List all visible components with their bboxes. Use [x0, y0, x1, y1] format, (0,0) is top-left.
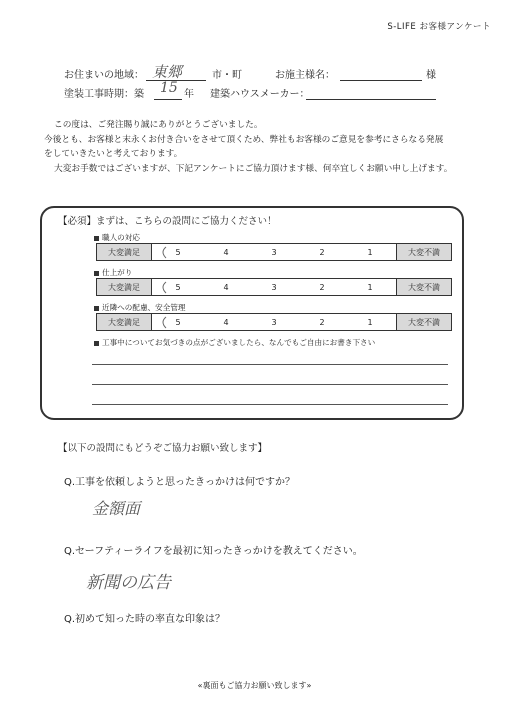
builder-label: 建築ハウスメーカー： — [210, 89, 310, 100]
intro-line: 大変お手数ではございますが、下記アンケートにご協力頂けます様、何卒宜しくお願い申し上げます。 — [54, 163, 453, 174]
question-label: 職人の対応 — [94, 232, 140, 243]
intro-line: をしていきたいと考えております。 — [44, 149, 183, 159]
bullet-square-icon — [94, 236, 99, 241]
scale-right-label: 大変不満 — [396, 279, 451, 295]
bullet-square-icon — [94, 306, 99, 311]
rating-scale-workers — [96, 243, 452, 261]
question-impression: Q.初めて知った時の率直な印象は？ — [64, 614, 226, 625]
question-label: 仕上がり — [94, 267, 132, 278]
required-section-title: 【必須】まずは、こちらの設問にご協力ください！ — [58, 216, 277, 227]
rating-option[interactable]: 1 — [367, 282, 373, 292]
rating-option[interactable]: 2 — [319, 247, 325, 257]
rating-scale-safety — [96, 313, 452, 331]
rating-option[interactable]: 5 — [175, 317, 181, 327]
bullet-square-icon — [94, 271, 99, 276]
optional-section-title: 【以下の設問にもどうぞご協力お願い致します】 — [58, 443, 268, 454]
rating-option[interactable]: 2 — [319, 317, 325, 327]
question-reason: Q.工事を依頼しようと思ったきっかけは何ですか？ — [64, 477, 296, 488]
rating-scale-finish — [96, 278, 452, 296]
client-name-label: お施主様名： — [275, 70, 335, 81]
rating-option[interactable]: 4 — [223, 247, 229, 257]
period-value[interactable]: 15 — [160, 80, 178, 96]
footer-note: «裏面もご協力お願い致します» — [197, 681, 312, 690]
rating-option[interactable]: 3 — [271, 317, 277, 327]
builder-field[interactable] — [306, 99, 436, 100]
scale-left-label: 大変満足 — [97, 314, 152, 330]
residence-value[interactable]: 東郷 — [152, 63, 183, 81]
city-suffix: 市・町 — [212, 70, 242, 81]
period-suffix: 年 — [184, 89, 194, 100]
residence-label: お住まいの地域： — [64, 70, 144, 81]
period-underline — [154, 99, 182, 100]
period-label: 塗装工事時期：築 — [64, 89, 144, 100]
answer-reason[interactable]: 金額面 — [92, 499, 141, 518]
free-comment-label: 工事中についてお気づきの点がございましたら、なんでもご自由にお書き下さい — [94, 337, 375, 348]
free-comment-line[interactable] — [92, 384, 448, 385]
scale-right-label: 大変不満 — [396, 314, 451, 330]
question-label: 近隣への配慮、安全管理 — [94, 302, 186, 313]
rating-option[interactable]: 4 — [223, 317, 229, 327]
rating-option[interactable]: 3 — [271, 247, 277, 257]
question-discovery: Q.セーフティーライフを最初に知ったきっかけを教えてください。 — [64, 546, 363, 557]
scale-right-label: 大変不満 — [396, 244, 451, 260]
answer-discovery[interactable]: 新聞の広告 — [86, 573, 171, 593]
brand-header: S-LIFE お客様アンケート — [387, 22, 491, 32]
client-suffix: 様 — [426, 70, 436, 81]
intro-text — [44, 118, 484, 176]
rating-option[interactable]: 2 — [319, 282, 325, 292]
rating-option[interactable]: 4 — [223, 282, 229, 292]
rating-option[interactable]: 1 — [367, 317, 373, 327]
scale-left-label: 大変満足 — [97, 244, 152, 260]
client-name-field[interactable] — [340, 80, 422, 81]
rating-option[interactable]: 1 — [367, 247, 373, 257]
bullet-square-icon — [94, 341, 99, 346]
intro-line: この度は、ご発注賜り誠にありがとうございました。 — [54, 120, 263, 130]
rating-option[interactable]: 3 — [271, 282, 277, 292]
free-comment-line[interactable] — [92, 404, 448, 405]
free-comment-line[interactable] — [92, 364, 448, 365]
intro-line: 今後とも、お客様と末永くお付き合いをさせて頂くため、弊社もお客様のご意見を参考にさらなる発展 — [44, 134, 444, 145]
scale-left-label: 大変満足 — [97, 279, 152, 295]
rating-option[interactable]: 5 — [175, 282, 181, 292]
rating-option[interactable]: 5 — [175, 247, 181, 257]
